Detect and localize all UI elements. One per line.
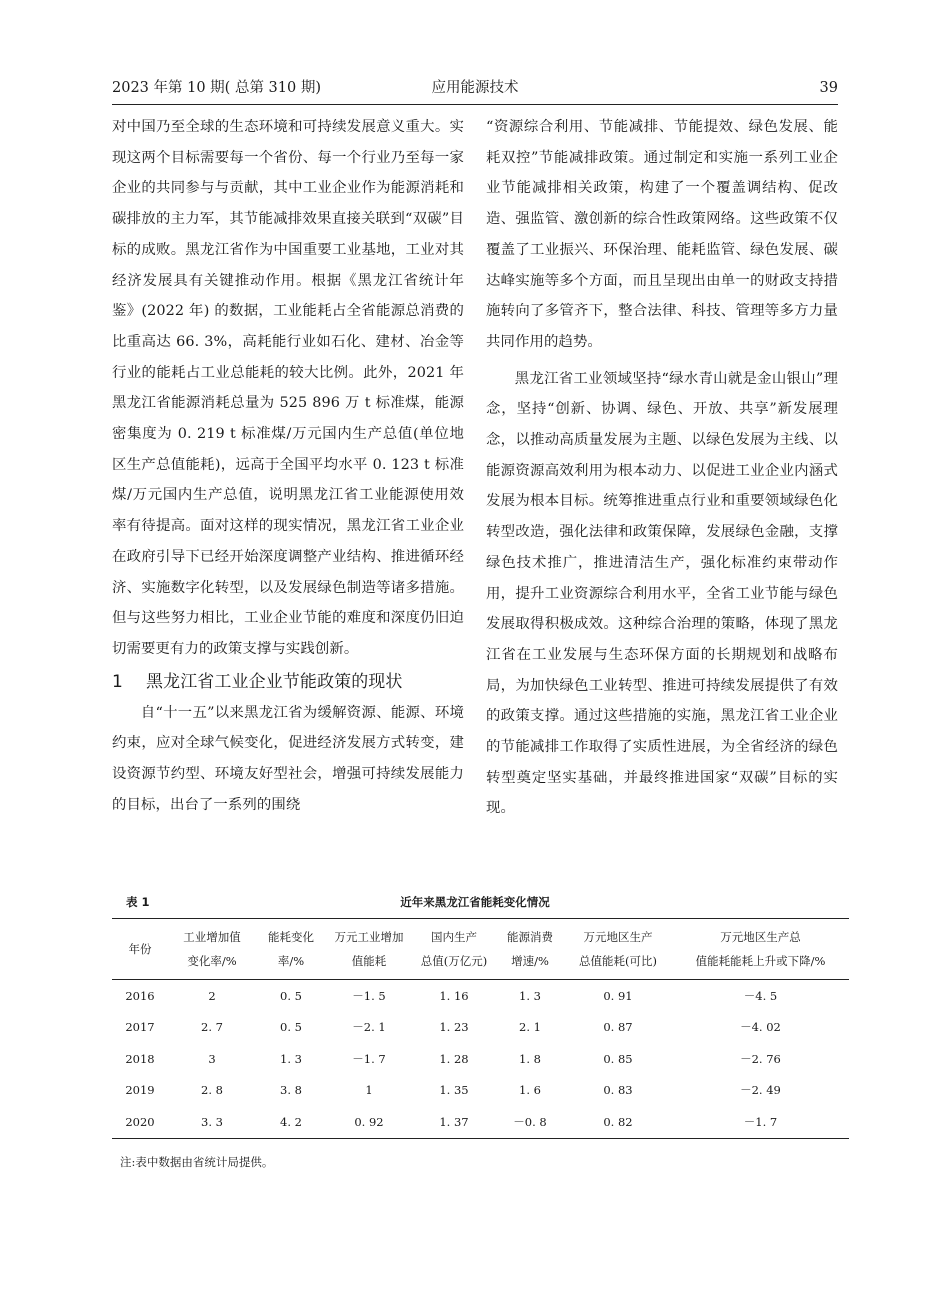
table-cell: 2019 [125, 1083, 155, 1098]
table-cell: －2. 76 [740, 1051, 781, 1066]
running-header [112, 72, 838, 105]
table-cell: 2016 [125, 988, 155, 1003]
column-header: 能源消费 增速/% [496, 919, 564, 980]
table-cell: 1. 8 [519, 1051, 541, 1066]
issue-info: 2023 年第 10 期( 总第 310 期) [112, 80, 321, 96]
section-heading [112, 666, 464, 698]
table-cell: 1. 23 [439, 1020, 469, 1035]
table-cell: 0. 5 [280, 988, 302, 1003]
column-header: 能耗变化 率/% [256, 919, 326, 980]
table-cell: 0. 92 [354, 1114, 384, 1129]
column-header: 国内生产 总值(万亿元) [412, 919, 496, 980]
table-row [112, 1012, 849, 1044]
table-cell: 0. 85 [603, 1051, 633, 1066]
table-cell: 2018 [125, 1051, 155, 1066]
table-cell: 0. 83 [603, 1083, 633, 1098]
table-row [112, 1075, 849, 1107]
table-cell: －1. 7 [743, 1114, 778, 1129]
table-cell: －2. 49 [740, 1083, 781, 1098]
table-cell: 1. 3 [280, 1051, 302, 1066]
table-note: 注:表中数据由省统计局提供。 [120, 1155, 274, 1169]
paragraph: “资源综合利用、节能减排、节能提效、绿色发展、能耗双控”节能减排政策。通过制定和实施一系列工业企业节能减排相关政策，构建了一个覆盖调结构、促改造、强监管、激创新的综合性政策网络。这些政策不仅覆盖了工业振兴、环保治理、能耗监管、绿色发展、碳达峰实施等多个方面，而且呈现出由单一的财政支持措施转向了多管齐下，整合法律、科技、管理等多方力量共同作用的趋势。 [486, 119, 838, 350]
table-cell: －1. 7 [352, 1051, 386, 1066]
right-column [486, 112, 838, 824]
column-header: 年份 [112, 919, 168, 980]
section-title: 黑龙江省工业企业节能政策的现状 [146, 671, 403, 692]
paragraph: 对中国乃至全球的生态环境和可持续发展意义重大。实现这两个目标需要每一个省份、每一个行业乃至每一家企业的共同参与与贡献，其中工业企业作为能源消耗和碳排放的主力军，其节能减排效果直接关联到“双碳”目标的成败。黑龙江省作为中国重要工业基地，工业对其经济发展具有关键推动作用。根据《黑龙江省统计年鉴》(2022 年) 的数据，工业能耗占全省能源总消费的比重高达 66. 3%，高耗能行业如石化、建材、冶金等行业的能耗占工业总能耗的较大比例。此外，2021 年黑龙江省能源消耗总量为 525 896 万 t 标准煤，能源密集度为 0. 219 t 标准煤/万元国内生产总值(单位地区生产总值能耗)，远高于全国平均水平 0. 123 t 标准煤/万元国内生产总值，说明黑龙江省工业能源使用效率有待提高。面对这样的现实情况，黑龙江省工业企业在政府引导下已经开始深度调整产业结构、推进循环经济、实施数字化转型，以及发展绿色制造等诸多措施。但与这些努力相比，工业企业节能的难度和深度仍旧迫切需要更有力的政策支撑与实践创新。 [112, 119, 464, 657]
table-cell: 4. 2 [280, 1114, 302, 1129]
column-header: 工业增加值 变化率/% [168, 919, 256, 980]
page-number: 39 [819, 80, 838, 96]
table-cell: －4. 02 [740, 1020, 781, 1035]
table-row [112, 980, 849, 1012]
table-cell: 2. 7 [201, 1020, 223, 1035]
table-row [112, 1106, 849, 1138]
table-cell: 3 [208, 1051, 216, 1066]
paragraph: 自“十一五”以来黑龙江省为缓解资源、能源、环境约束，应对全球气候变化，促进经济发展方式转变，建设资源节约型、环境友好型社会，增强可持续发展能力的目标，出台了一系列的围绕 [112, 704, 464, 813]
table-cell: 3. 8 [280, 1083, 302, 1098]
journal-title: 应用能源技术 [431, 80, 519, 96]
table-cell: 2 [208, 988, 216, 1003]
table-cell: －1. 5 [352, 988, 386, 1003]
table-cell: 2017 [125, 1020, 155, 1035]
table-row [112, 1043, 849, 1075]
paragraph: 黑龙江省工业领域坚持“绿水青山就是金山银山”理念，坚持“创新、协调、绿色、开放、共享”新发展理念，以推动高质量发展为主题、以绿色发展为主线、以能源资源高效利用为根本动力、以促进工业企业内涵式发展为根本目标。统筹推进重点行业和重要领域绿色化转型改造，强化法律和政策保障，发展绿色金融，支撑绿色技术推广，推进清洁生产，强化标准约束带动作用，提升工业资源综合利用水平，全省工业节能与绿色发展取得积极成效。这种综合治理的策略，体现了黑龙江省在工业发展与生态环保方面的长期规划和战略布局，为加快绿色工业转型、推进可持续发展提供了有效的政策支撑。通过这些措施的实施，黑龙江省工业企业的节能减排工作取得了实质性进展，为全省经济的绿色转型奠定坚实基础，并最终推进国家“双碳”目标的实现。 [486, 370, 838, 817]
table-cell: －4. 5 [743, 988, 778, 1003]
section-number: 1 [112, 671, 123, 692]
table-cell: 1. 3 [519, 988, 541, 1003]
table-cell: －0. 8 [513, 1114, 547, 1129]
table-cell: 3. 3 [201, 1114, 223, 1129]
table-cell: 2. 8 [201, 1083, 223, 1098]
table-cell: 0. 87 [603, 1020, 633, 1035]
table-cell: －2. 1 [352, 1020, 386, 1035]
table-cell: 2020 [125, 1114, 155, 1129]
column-header: 万元地区生产总 值能耗能耗上升或下降/% [672, 919, 849, 980]
table-cell: 1. 35 [439, 1083, 469, 1098]
table-cell: 1 [365, 1083, 373, 1098]
table-label: 表 1 [126, 895, 150, 909]
table-cell: 0. 82 [603, 1114, 633, 1129]
table-cell: 2. 1 [519, 1020, 541, 1035]
energy-table [112, 918, 849, 1139]
table-title: 近年来黑龙江省能耗变化情况 [400, 895, 550, 909]
table-cell: 1. 37 [439, 1114, 469, 1129]
table-cell: 1. 6 [519, 1083, 541, 1098]
table-cell: 0. 91 [603, 988, 633, 1003]
table-cell: 0. 5 [280, 1020, 302, 1035]
table-cell: 1. 16 [439, 988, 469, 1003]
table-header-row [112, 919, 849, 980]
table-cell: 1. 28 [439, 1051, 469, 1066]
table-caption [112, 894, 838, 912]
column-header: 万元地区生产 总值能耗(可比) [564, 919, 672, 980]
left-column [112, 112, 464, 820]
column-header: 万元工业增加 值能耗 [326, 919, 412, 980]
